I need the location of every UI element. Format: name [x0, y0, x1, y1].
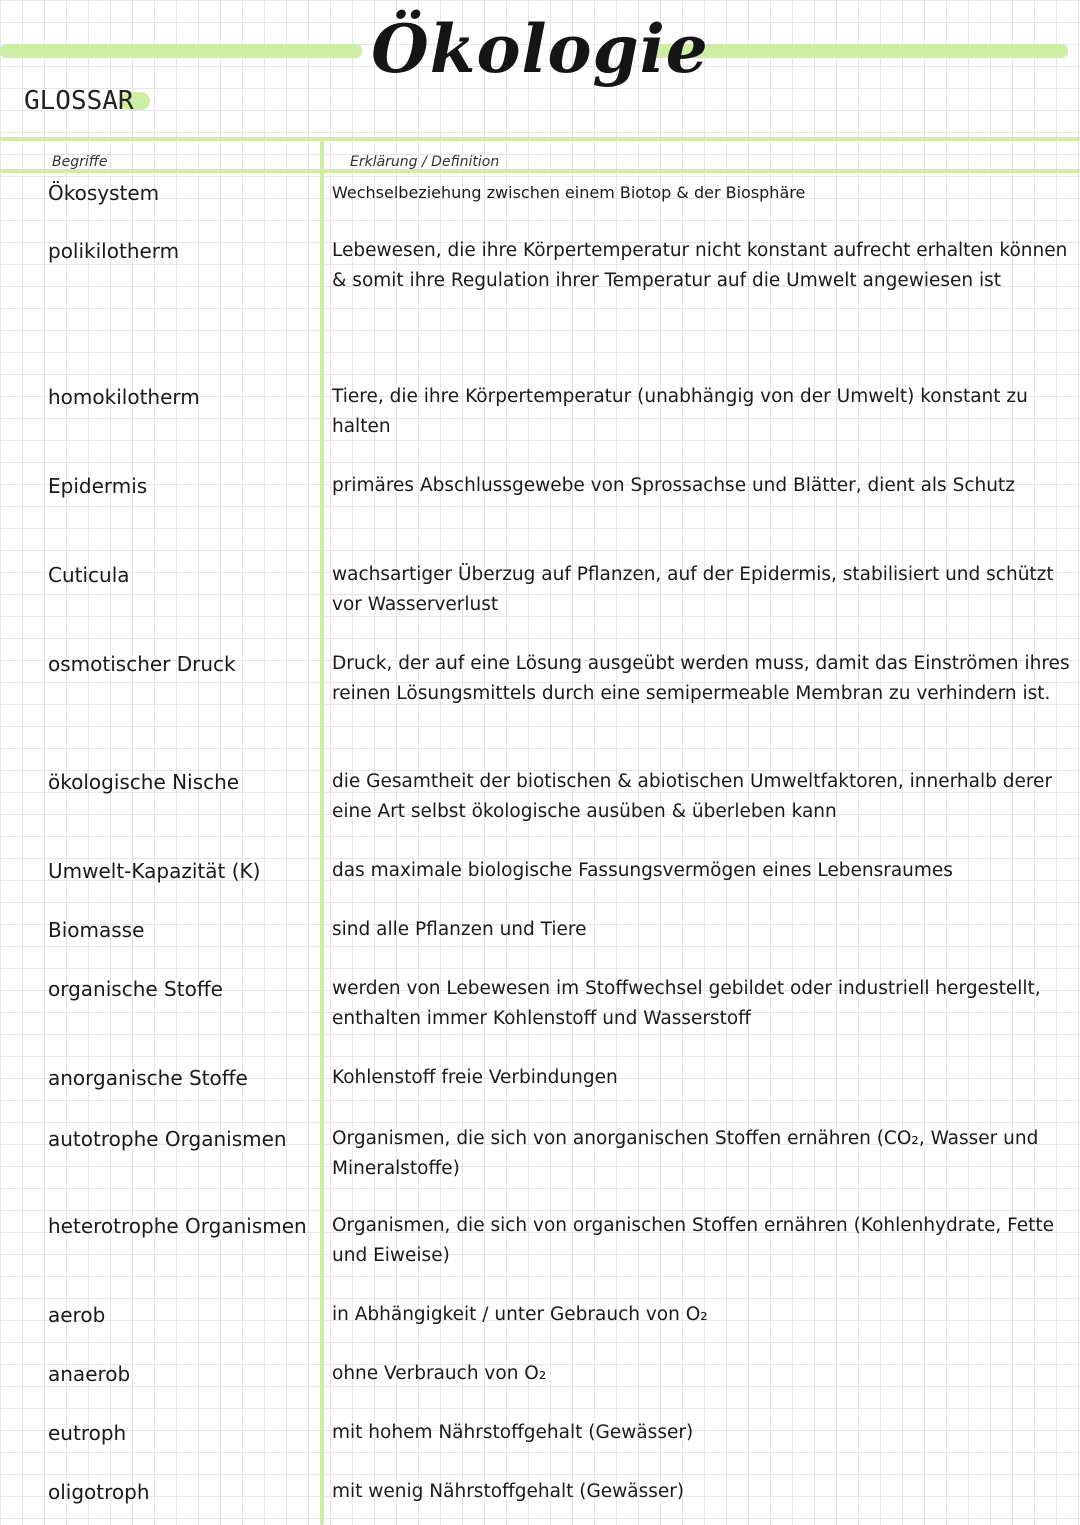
term-cell: organische Stoffe	[48, 977, 223, 1001]
term-cell: homokilotherm	[48, 385, 200, 409]
term-cell: polikilotherm	[48, 239, 180, 263]
definition-cell: die Gesamtheit der biotischen & abiotischen Umweltfaktoren, innerhalb derer eine Art selbst ökologische ausüben & überleben kann	[332, 771, 1053, 822]
definition-cell: Kohlenstoff freie Verbindungen	[332, 1067, 618, 1088]
column-header-term: Begriffe	[52, 154, 108, 170]
term-cell: ökologische Nische	[48, 770, 240, 794]
term-cell: Epidermis	[48, 474, 148, 498]
definition-cell: mit hohem Nährstoffgehalt (Gewässer)	[332, 1422, 694, 1443]
section-label: GLOSSAR	[24, 86, 134, 116]
definition-cell: Lebewesen, die ihre Körpertemperatur nicht konstant aufrecht erhalten können & somit ihre Regulation ihrer Temperatur auf die Umwelt angewiesen ist	[332, 240, 1068, 291]
term-cell: osmotischer Druck	[48, 652, 236, 676]
term-cell: autotrophe Organismen	[48, 1127, 287, 1151]
term-cell: aerob	[48, 1303, 106, 1327]
term-cell: Umwelt-Kapazität (K)	[48, 859, 261, 883]
column-divider	[320, 137, 324, 1525]
term-cell: oligotroph	[48, 1480, 150, 1504]
term-cell: heterotrophe Organismen	[48, 1214, 307, 1238]
term-cell: anorganische Stoffe	[48, 1066, 248, 1090]
header-divider-bottom	[0, 169, 1080, 173]
term-cell: eutroph	[48, 1421, 127, 1445]
definition-cell: Organismen, die sich von anorganischen Stoffen ernähren (CO₂, Wasser und Mineralstoffe)	[332, 1128, 1039, 1179]
term-cell: Cuticula	[48, 563, 130, 587]
definition-cell: in Abhängigkeit / unter Gebrauch von O₂	[332, 1304, 708, 1325]
definition-cell: mit wenig Nährstoffgehalt (Gewässer)	[332, 1481, 685, 1502]
column-header-definition: Erklärung / Definition	[350, 154, 500, 170]
definition-cell: Wechselbeziehung zwischen einem Biotop & der Biosphäre	[332, 183, 806, 202]
definition-cell: sind alle Pflanzen und Tiere	[332, 919, 587, 940]
term-cell: Biomasse	[48, 918, 145, 942]
definition-cell: werden von Lebewesen im Stoffwechsel gebildet oder industriell hergestellt, enthalten immer Kohlenstoff und Wasserstoff	[332, 978, 1041, 1029]
definition-cell: ohne Verbrauch von O₂	[332, 1363, 547, 1384]
definition-cell: primäres Abschlussgewebe von Sprossachse und Blätter, dient als Schutz	[332, 475, 1015, 496]
definition-cell: das maximale biologische Fassungsvermögen eines Lebensraumes	[332, 860, 953, 881]
definition-cell: Organismen, die sich von organischen Stoffen ernähren (Kohlenhydrate, Fette und Eiweise)	[332, 1215, 1055, 1266]
header-divider-top	[0, 137, 1080, 141]
definition-cell: Tiere, die ihre Körpertemperatur (unabhängig von der Umwelt) konstant zu halten	[332, 386, 1028, 437]
term-cell: Ökosystem	[48, 181, 160, 205]
term-cell: anaerob	[48, 1362, 131, 1386]
page-title: Ökologie	[371, 10, 709, 88]
definition-cell: Druck, der auf eine Lösung ausgeübt werden muss, damit das Einströmen ihres reinen Lösungsmittels durch eine semipermeable Membran zu verhindern ist.	[332, 653, 1070, 704]
definition-cell: wachsartiger Überzug auf Pflanzen, auf der Epidermis, stabilisiert und schützt vor Wasserverlust	[332, 564, 1054, 615]
